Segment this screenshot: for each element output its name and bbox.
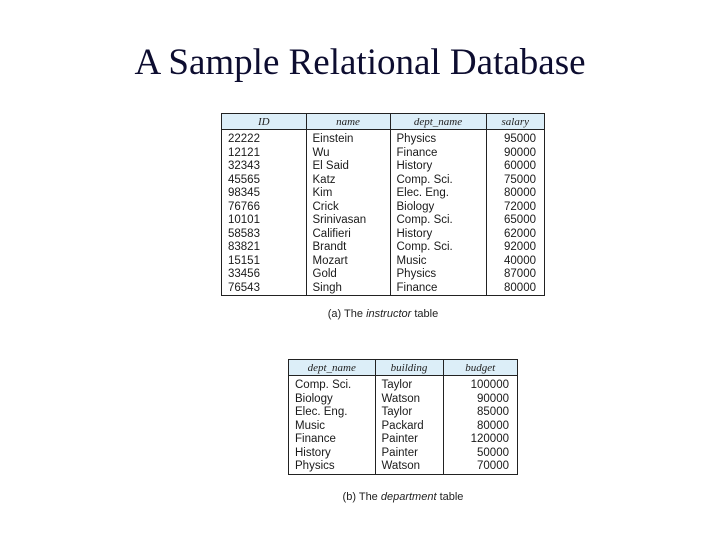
budget-cell: 85000 (443, 406, 517, 420)
id-cell: 98345 (228, 187, 260, 199)
dept-name-cell: Physics (390, 133, 486, 147)
building-cell: Taylor (375, 406, 443, 420)
dept-name-cell: Comp. Sci. (390, 241, 486, 255)
instructor-table (222, 114, 544, 295)
budget-cell: 50000 (443, 447, 517, 461)
id-cell: 83821 (228, 241, 260, 253)
table-row (222, 187, 544, 201)
table-row (289, 447, 517, 461)
id-cell: 76766 (228, 200, 260, 213)
building-cell: Painter (375, 447, 443, 461)
id-cell: 12121 (228, 146, 260, 159)
table-row (222, 133, 544, 147)
building-cell: Taylor (375, 379, 443, 393)
name-cell: Califieri (306, 228, 390, 242)
dept-name-cell: History (390, 160, 486, 174)
budget-cell: 70000 (443, 460, 517, 474)
name-cell: Kim (306, 187, 390, 201)
department-table-frame (288, 359, 518, 475)
id-cell: 58583 (228, 227, 260, 240)
dept-name-cell: Comp. Sci. (295, 379, 352, 391)
table-row (289, 420, 517, 434)
table-row (222, 282, 544, 296)
dept-name-cell: Elec. Eng. (390, 187, 486, 201)
building-cell: Watson (375, 393, 443, 407)
department-table-figure (288, 359, 518, 503)
table-row (289, 460, 517, 474)
salary-cell: 92000 (486, 241, 544, 255)
dept-name-cell: Biology (295, 392, 333, 405)
salary-cell: 87000 (486, 268, 544, 282)
id-cell: 76543 (228, 281, 260, 294)
salary-cell: 80000 (486, 187, 544, 201)
table-row (222, 241, 544, 255)
table-row (289, 433, 517, 447)
salary-cell: 40000 (486, 255, 544, 269)
budget-cell: 80000 (443, 420, 517, 434)
caption-suffix: table (436, 490, 464, 503)
instructor-table-caption (221, 308, 545, 320)
name-cell: Einstein (306, 133, 390, 147)
table-row (222, 147, 544, 161)
name-cell: Gold (306, 268, 390, 282)
dept-name-cell: Physics (390, 268, 486, 282)
column-header-building: building (375, 360, 443, 376)
id-cell: 32343 (228, 160, 260, 172)
dept-name-cell: Finance (390, 147, 486, 161)
table-row (222, 228, 544, 242)
table-row (222, 160, 544, 174)
column-header-dept-name: dept_name (289, 360, 375, 376)
dept-name-cell: Music (390, 255, 486, 269)
id-cell: 45565 (228, 173, 260, 186)
department-table (289, 360, 517, 474)
salary-cell: 62000 (486, 228, 544, 242)
budget-cell: 120000 (443, 433, 517, 447)
column-header-budget: budget (443, 360, 517, 376)
budget-cell: 90000 (443, 393, 517, 407)
budget-cell: 100000 (443, 379, 517, 393)
dept-name-cell: Comp. Sci. (390, 174, 486, 188)
table-row (289, 393, 517, 407)
caption-emphasis: instructor (366, 308, 412, 320)
column-header-id: ID (222, 114, 306, 130)
name-cell: Singh (306, 282, 390, 296)
instructor-table-figure (221, 113, 545, 320)
salary-cell: 80000 (486, 282, 544, 296)
building-cell: Packard (375, 420, 443, 434)
name-cell: Katz (306, 174, 390, 188)
salary-cell: 95000 (486, 133, 544, 147)
caption-suffix: table (411, 308, 439, 320)
dept-name-cell: Elec. Eng. (295, 406, 348, 418)
table-row (222, 174, 544, 188)
name-cell: Srinivasan (306, 214, 390, 228)
slide-title: A Sample Relational Database (134, 42, 586, 83)
id-cell: 22222 (228, 133, 260, 145)
salary-cell: 60000 (486, 160, 544, 174)
caption-emphasis: department (380, 490, 437, 503)
instructor-table-header-row (222, 114, 544, 130)
id-cell: 15151 (228, 254, 260, 267)
dept-name-cell: Finance (390, 282, 486, 296)
dept-name-cell: History (295, 446, 331, 459)
salary-cell: 72000 (486, 201, 544, 215)
salary-cell: 75000 (486, 174, 544, 188)
caption-prefix: (b) The (342, 490, 381, 503)
name-cell: Crick (306, 201, 390, 215)
column-header-dept-name: dept_name (390, 114, 486, 130)
instructor-table-body (222, 130, 544, 296)
table-row (222, 201, 544, 215)
department-table-caption (288, 491, 518, 503)
name-cell: Brandt (306, 241, 390, 255)
table-row (222, 255, 544, 269)
id-cell: 33456 (228, 268, 260, 280)
department-table-body (289, 376, 517, 474)
table-row (222, 214, 544, 228)
dept-name-cell: Music (295, 419, 326, 432)
dept-name-cell: Finance (295, 433, 336, 445)
name-cell: Mozart (306, 255, 390, 269)
department-table-header-row (289, 360, 517, 376)
table-row (222, 268, 544, 282)
column-header-name: name (306, 114, 390, 130)
table-row (289, 406, 517, 420)
name-cell: Wu (306, 147, 390, 161)
caption-prefix: (a) The (327, 308, 367, 320)
table-row (289, 379, 517, 393)
dept-name-cell: Comp. Sci. (390, 214, 486, 228)
column-header-salary: salary (486, 114, 544, 130)
salary-cell: 65000 (486, 214, 544, 228)
name-cell: El Said (306, 160, 390, 174)
salary-cell: 90000 (486, 147, 544, 161)
dept-name-cell: Biology (390, 201, 486, 215)
instructor-table-frame (221, 113, 545, 296)
dept-name-cell: Physics (295, 460, 335, 472)
dept-name-cell: History (390, 228, 486, 242)
building-cell: Painter (375, 433, 443, 447)
id-cell: 10101 (228, 214, 260, 226)
building-cell: Watson (375, 460, 443, 474)
